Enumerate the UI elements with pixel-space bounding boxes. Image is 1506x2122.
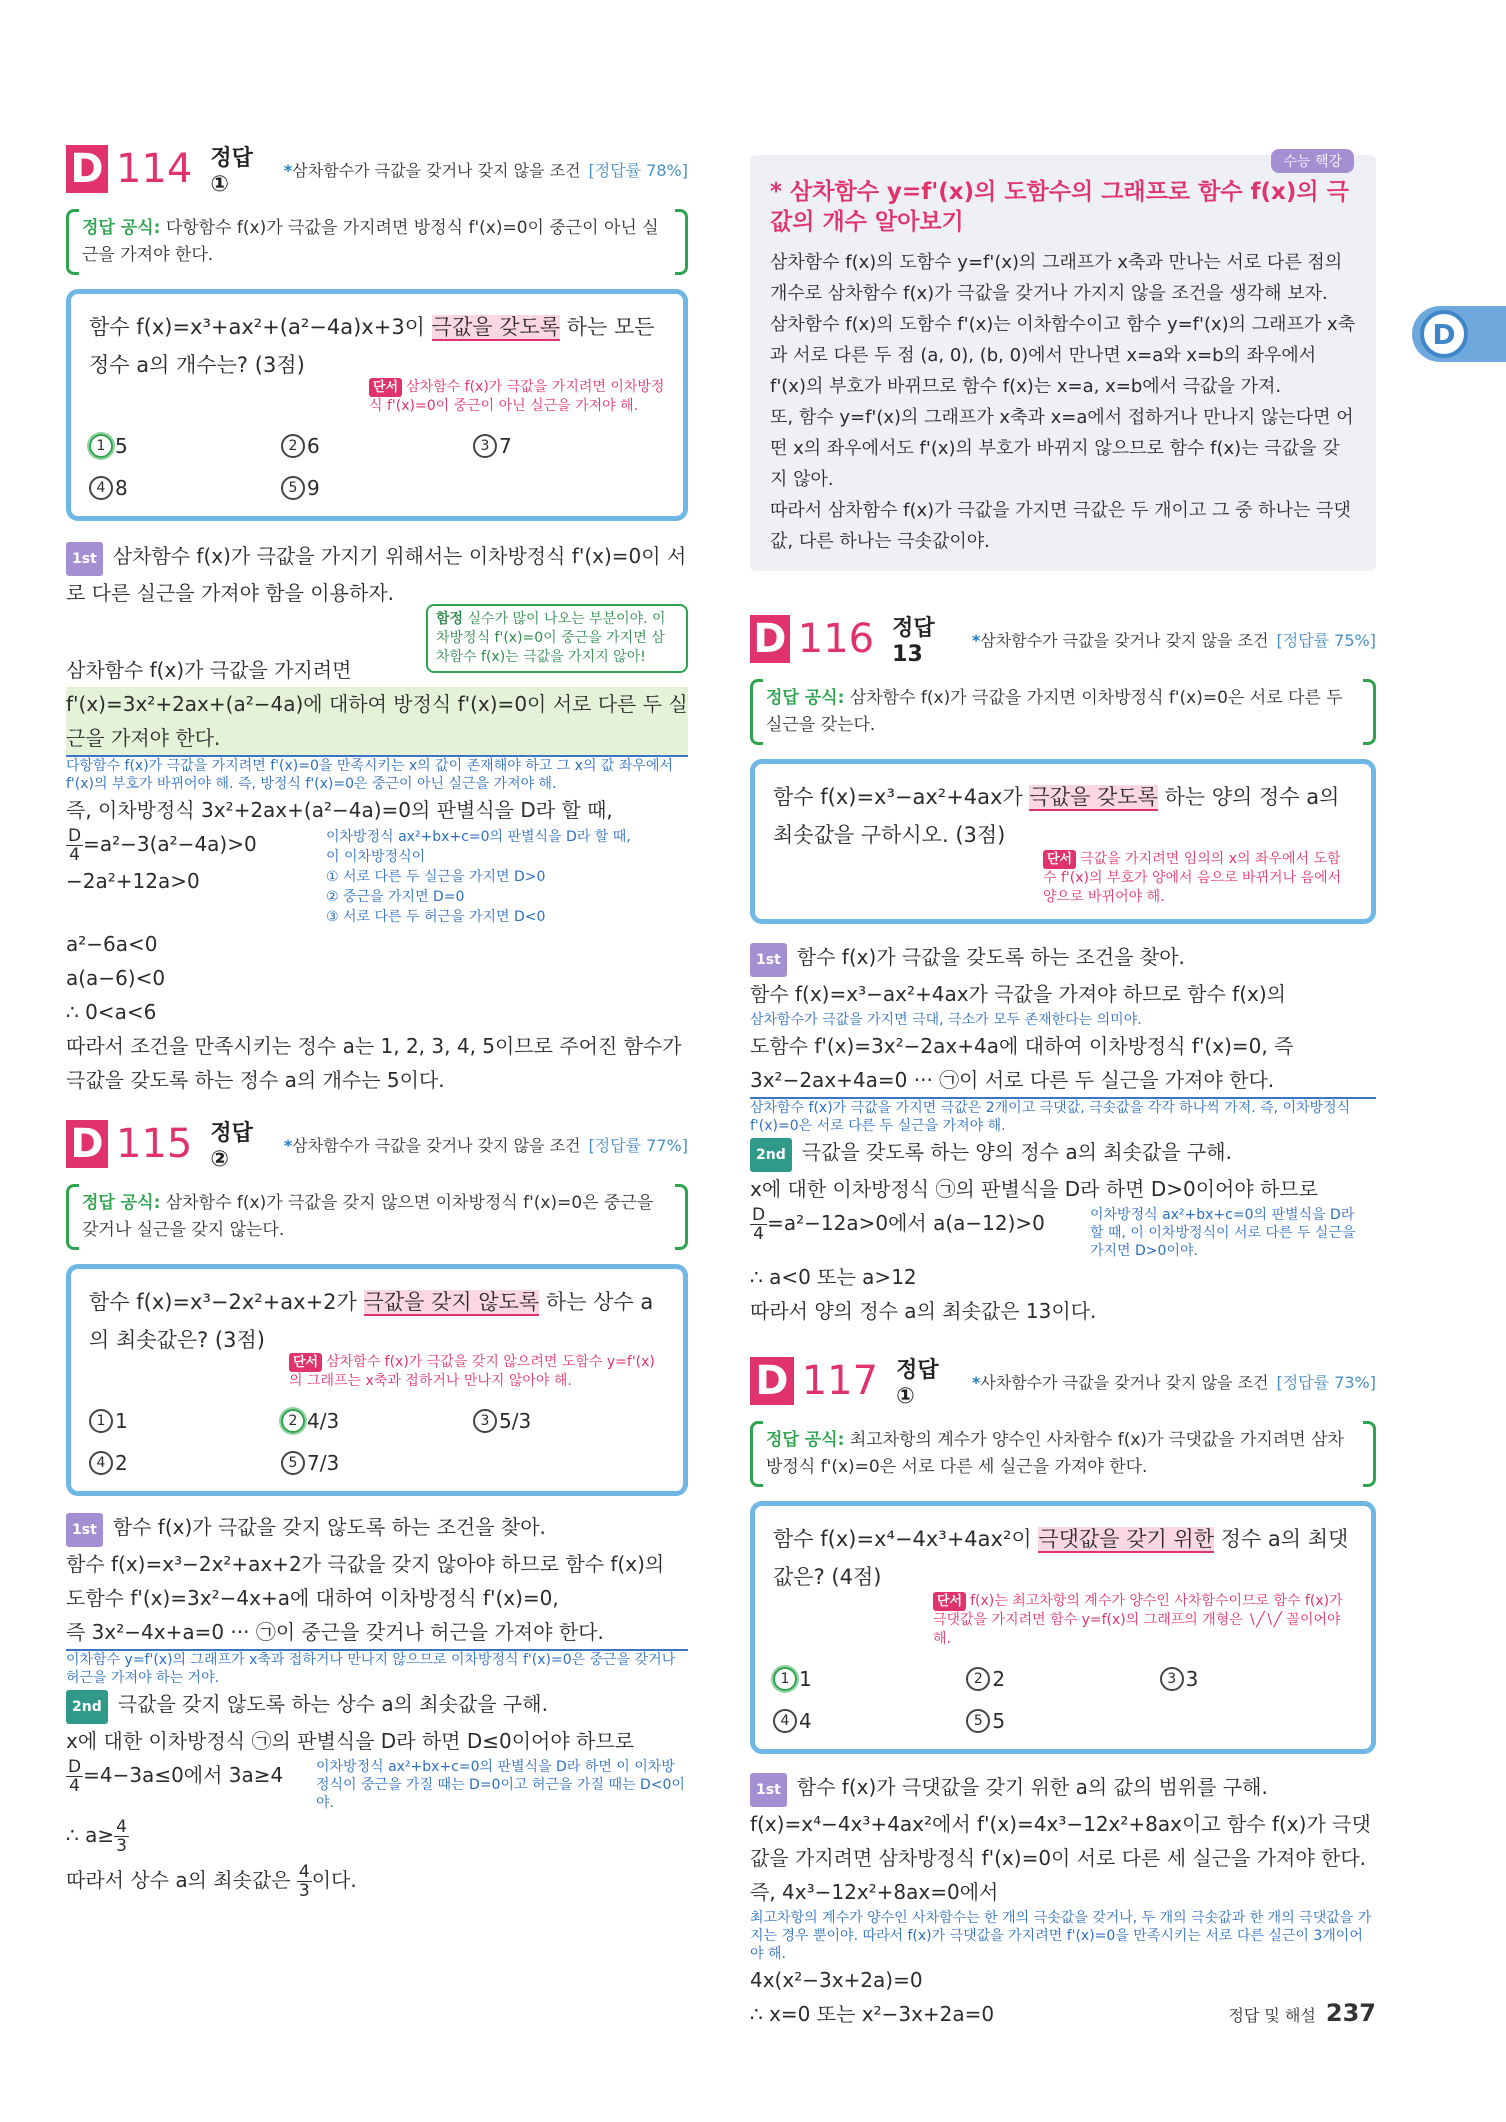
accuracy-rate: [정답률 73%]: [1276, 1372, 1376, 1392]
solution-line: ∴ a<0 또는 a>12: [750, 1265, 917, 1289]
sidebar-body: 삼차함수 f(x)의 도함수 y=f'(x)의 그래프가 x축과 만나는 서로 다른 점의 개수로 삼차함수 f(x)가 극값을 갖거나 가지지 않을 조건을 생각해 보자. 삼차함수 f(x)의 도함수 f'(x)는 이차함수이고 함수 y=f'(x)의 그래프가 x축과 서로 다른 두 점 (a, 0), (b, 0)에서 만나면 x=a와 x=b의 좌우에서 f'(x)의 부호가 바뀌므로 함수 f(x)는 x=a, x=b에서 극값을 가져. 또, 함수 y=f'(x)의 그래프가 x축과 x=a에서 접하거나 만나지 않는다면 어떤 x의 좌우에서도 f'(x)의 부호가 바뀌지 않으므로 함수 f(x)는 극값을 갖지 않아. 따라서 삼차함수 f(x)가 극값을 가지면 극값은 두 개이고 그 중 하나는 극댓값, 다른 하나는 극솟값이야.: [770, 252, 1356, 552]
footer-label: 정답 및 해설: [1228, 2006, 1316, 2025]
star-icon: *: [770, 179, 791, 205]
step-1: 1st 함수 f(x)가 극댓값을 갖기 위한 a의 값의 범위를 구해.: [750, 1770, 1376, 1807]
step-2: 2nd 극값을 갖도록 하는 양의 정수 a의 최솟값을 구해.: [750, 1135, 1376, 1172]
question-text: 함수 f(x)=x³−2x²+ax+2가 극값을 갖지 않도록 하는 상수 a의 최솟값은? (3점): [89, 1290, 654, 1352]
choice-1[interactable]: 1 5: [89, 430, 281, 462]
answer-label: 정답 ②: [210, 1121, 253, 1172]
question-box: [66, 1264, 688, 1496]
solution-line: 도함수 f'(x)=3x²−2ax+4a에 대하여 이차방정식 f'(x)=0, 즉: [750, 1034, 1294, 1058]
topic-label: *사차함수가 극값을 갖거나 갖지 않을 조건: [971, 1372, 1269, 1392]
problem-number: 116: [797, 616, 875, 662]
conclusion: 따라서 조건을 만족시키는 정수 a는 1, 2, 3, 4, 5이므로 주어진 함수가 극값을 갖도록 하는 정수 a의 개수는 5이다.: [66, 1034, 682, 1092]
discriminant-note: 이차방정식 ax²+bx+c=0의 판별식을 D라 하면 이 이차방정식이 중근을 가질 때는 D=0이고 허근을 가질 때는 D<0이야.: [316, 1759, 685, 1811]
choice-1[interactable]: 1 1: [89, 1405, 281, 1437]
solution-line: ∴ a≥ $\frac{4}{3}$: [66, 1817, 127, 1856]
solution-line: $\frac{D}{4}$ =4−3a≤0에서 3a≥4: [68, 1757, 284, 1796]
choice-1[interactable]: 1 1: [773, 1663, 966, 1695]
star-icon: *: [971, 1372, 981, 1392]
page-number: 237: [1325, 1999, 1376, 2027]
problem-number: 114: [116, 146, 193, 192]
problem-header: [750, 1357, 1376, 1409]
problem-114: [66, 145, 688, 1097]
answer-formula: 정답 공식: 다항함수 f(x)가 극값을 가지려면 방정식 f'(x)=0이 중근이 아닌 실근을 가져야 한다.: [66, 209, 688, 275]
explanation-note: 삼차함수가 극값을 가지면 극대, 극소가 모두 존재한다는 의미야.: [750, 1012, 1142, 1028]
answer-formula: 정답 공식: 삼차함수 f(x)가 극값을 갖지 않으면 이차방정식 f'(x)=0은 중근을 갖거나 실근을 갖지 않는다.: [66, 1184, 688, 1250]
choice-4[interactable]: 4 8: [89, 472, 281, 504]
problem-117: [750, 1357, 1376, 2031]
choice-list: [773, 1663, 1353, 1737]
explanation-note: 최고차항의 계수가 양수인 사차함수는 한 개의 극솟값을 갖거나, 두 개의 극솟값과 한 개의 극댓값을 가지는 경우 뿐이야. 따라서 f(x)가 극댓값을 가지려면 f'(x)=0을 만족시키는 서로 다른 실근이 3개이어야 해.: [750, 1910, 1372, 1962]
choice-2[interactable]: 2 4/3: [281, 1405, 473, 1437]
choice-3[interactable]: 3 3: [1160, 1663, 1353, 1695]
discriminant-note: 이차방정식 ax²+bx+c=0의 판별식을 D라 할 때, 이 이차방정식이 ① 서로 다른 두 실근을 가지면 D>0 ② 중근을 가지면 D=0 ③ 서로 다른 두 허근을 가지면 D<0: [326, 829, 631, 925]
solution-line: −2a²+12a>0: [66, 869, 200, 893]
solution-line: ∴ x=0 또는 x²−3x+2a=0: [750, 2002, 995, 2026]
explanation-note: 이차함수 y=f'(x)의 그래프가 x축과 접하거나 만나지 않으므로 이차방정식 f'(x)=0은 중근을 갖거나 허근을 가져야 하는 거야.: [66, 1652, 676, 1686]
topic-label: *삼차함수가 극값을 갖거나 갖지 않을 조건: [971, 630, 1269, 650]
solution-line: $\frac{D}{4}$ =a²−3(a²−4a)>0: [68, 826, 257, 865]
conclusion: 따라서 양의 정수 a의 최솟값은 13이다.: [750, 1299, 1097, 1323]
answer-label: 정답 ①: [896, 1358, 939, 1409]
choice-5[interactable]: 5 5: [966, 1705, 1159, 1737]
discriminant-note: 이차방정식 ax²+bx+c=0의 판별식을 D라 할 때, 이 이차방정식이 서로 다른 두 실근을 가지면 D>0이야.: [1090, 1207, 1356, 1259]
solution-line: x에 대한 이차방정식 ㉠의 판별식을 D라 하면 D>0이어야 하므로: [750, 1177, 1319, 1201]
section-letter: D: [66, 1120, 108, 1168]
question-box: [66, 289, 688, 521]
answer-label: 정답 ①: [210, 146, 253, 197]
discriminant-block: [66, 1758, 688, 1812]
step-1: 1st 함수 f(x)가 극값을 갖지 않도록 하는 조건을 찾아.: [66, 1510, 688, 1547]
clue-hint: 단서 삼차함수 f(x)가 극값을 갖지 않으려면 도함수 y=f'(x)의 그래프는 x축과 접하거나 만나지 않아야 해.: [289, 1354, 655, 1389]
chapter-tab-letter: D: [1420, 310, 1468, 358]
trap-note: 함정 실수가 많이 나오는 부분이야. 이차방정식 f'(x)=0이 중근을 가지면 삼차함수 f(x)는 극값을 가지지 않아!: [426, 604, 688, 673]
solution-line: $\frac{D}{4}$ =a²−12a>0에서 a(a−12)>0: [752, 1205, 1045, 1244]
explanation-note: 삼차함수 f(x)가 극값을 가지면 극값은 2개이고 극댓값, 극솟값을 각각 하나씩 가져. 즉, 이차방정식 f'(x)=0은 서로 다른 두 실근을 가져야 해.: [750, 1100, 1351, 1134]
choice-5[interactable]: 5 7/3: [281, 1447, 473, 1479]
solution-line: 3x²−2ax+4a=0 ··· ㉠이 서로 다른 두 실근을 가져야 한다.: [750, 1063, 1376, 1099]
step-1: 1st 함수 f(x)가 극값을 갖도록 하는 조건을 찾아.: [750, 940, 1376, 977]
step-1: 1st 삼차함수 f(x)가 극값을 가지기 위해서는 이차방정식 f'(x)=0이 서로 다른 실근을 가져야 함을 이용하자.: [66, 544, 687, 605]
solution-line: ∴ 0<a<6: [66, 1000, 157, 1024]
clue-hint: 단서 f(x)는 최고차항의 계수가 양수인 사차함수이므로 함수 f(x)가 극댓값을 가지려면 함수 y=f(x)의 그래프의 개형은 ∖╱∖╱ 꼴이어야 해.: [933, 1593, 1343, 1647]
section-letter: D: [750, 1357, 794, 1405]
answer-formula: 정답 공식: 삼차함수 f(x)가 극값을 가지면 이차방정식 f'(x)=0은 서로 다른 두 실근을 갖는다.: [750, 679, 1376, 745]
conclusion: 따라서 상수 a의 최솟값은 $\frac{4}{3}$ 이다.: [66, 1862, 357, 1901]
problem-header: [66, 145, 688, 197]
accuracy-rate: [정답률 75%]: [1276, 630, 1376, 650]
sidebar-badge: 수능 핵강: [1271, 149, 1354, 173]
choice-list: [89, 1405, 665, 1479]
choice-3[interactable]: 3 7: [473, 430, 665, 462]
solution-line: 즉 3x²−4x+a=0 ··· ㉠이 중근을 갖거나 허근을 가져야 한다.: [66, 1615, 688, 1651]
solution-line: f(x)=x⁴−4x³+4ax²에서 f'(x)=4x³−12x²+8ax이고 함수 f(x)가 극댓값을 가지려면 삼차방정식 f'(x)=0이 서로 다른 세 실근을 가져야 한다. 즉, 4x³−12x²+8ax=0에서: [750, 1812, 1371, 1904]
solution-line: x에 대한 이차방정식 ㉠의 판별식을 D라 하면 D≤0이어야 하므로: [66, 1729, 635, 1753]
answer-label: 정답 13: [892, 616, 935, 667]
step-2: 2nd 극값을 갖지 않도록 하는 상수 a의 최솟값을 구해.: [66, 1687, 688, 1724]
choice-2[interactable]: 2 6: [281, 430, 473, 462]
problem-115: [66, 1120, 688, 1900]
problem-header: [750, 615, 1376, 667]
chapter-tab[interactable]: [1412, 306, 1506, 362]
tip-sidebar: [750, 155, 1376, 571]
discriminant-block: [66, 827, 688, 927]
choice-2[interactable]: 2 2: [966, 1663, 1159, 1695]
choice-list: [89, 430, 665, 504]
question-text: 함수 f(x)=x⁴−4x³+4ax²이 극댓값을 갖기 위한 정수 a의 최댓값은? (4점): [773, 1527, 1349, 1589]
star-icon: *: [283, 160, 293, 180]
clue-hint: 단서 극값을 가지려면 임의의 x의 좌우에서 도함수 f'(x)의 부호가 양에서 음으로 바뀌거나 음에서 양으로 바뀌어야 해.: [1043, 851, 1342, 905]
question-box: [750, 759, 1376, 924]
solution-line: a(a−6)<0: [66, 966, 166, 990]
solution-line: 즉, 이차방정식 3x²+2ax+(a²−4a)=0의 판별식을 D라 할 때,: [66, 798, 613, 822]
choice-3[interactable]: 3 5/3: [473, 1405, 665, 1437]
problem-header: [66, 1120, 688, 1172]
discriminant-block: [750, 1206, 1376, 1260]
choice-4[interactable]: 4 2: [89, 1447, 281, 1479]
solution-line: 4x(x²−3x+2a)=0: [750, 1968, 923, 1992]
question-text: 함수 f(x)=x³−ax²+4ax가 극값을 갖도록 하는 양의 정수 a의 최솟값을 구하시오. (3점): [773, 785, 1340, 847]
choice-4[interactable]: 4 4: [773, 1705, 966, 1737]
clue-hint: 단서 삼차함수 f(x)가 극값을 가지려면 이차방정식 f'(x)=0이 중근이 아닌 실근을 가져야 해.: [369, 379, 665, 414]
section-letter: D: [750, 615, 790, 663]
problem-number: 117: [801, 1358, 879, 1404]
solution-line: f'(x)=3x²+2ax+(a²−4a)에 대하여 방정식 f'(x)=0이 서로 다른 두 실근을 가져야 한다.: [66, 687, 688, 757]
accuracy-rate: [정답률 77%]: [588, 1135, 688, 1155]
solution-line: 함수 f(x)=x³−2x²+ax+2가 극값을 갖지 않아야 하므로 함수 f(x)의 도함수 f'(x)=3x²−4x+a에 대하여 이차방정식 f'(x)=0,: [66, 1552, 665, 1610]
explanation-note: 다항함수 f(x)가 극값을 가지려면 f'(x)=0을 만족시키는 x의 값이 존재해야 하고 그 x의 값 좌우에서 f'(x)의 부호가 바뀌어야 해. 즉, 방정식 f'(x)=0은 중근이 아닌 실근을 가져야 해.: [66, 758, 673, 792]
topic-label: *삼차함수가 극값을 갖거나 갖지 않을 조건: [283, 1135, 581, 1155]
star-icon: *: [971, 630, 981, 650]
question-text: 함수 f(x)=x³+ax²+(a²−4a)x+3이 극값을 갖도록 하는 모든 정수 a의 개수는? (3점): [89, 315, 655, 377]
sidebar-title: * 삼차함수 y=f'(x)의 도함수의 그래프로 함수 f(x)의 극값의 개수 알아보기: [770, 179, 1349, 235]
problem-116: [750, 615, 1376, 1328]
solution-line: 함수 f(x)=x³−ax²+4ax가 극값을 가져야 하므로 함수 f(x)의: [750, 982, 1286, 1006]
accuracy-rate: [정답률 78%]: [588, 160, 688, 180]
choice-5[interactable]: 5 9: [281, 472, 473, 504]
problem-number: 115: [116, 1121, 193, 1167]
solution-line: 삼차함수 f(x)가 극값을 가지려면: [66, 658, 352, 682]
section-letter: D: [66, 145, 108, 193]
solution-line: a²−6a<0: [66, 932, 158, 956]
page-footer: [1228, 1999, 1376, 2027]
star-icon: *: [283, 1135, 293, 1155]
topic-label: *삼차함수가 극값을 갖거나 갖지 않을 조건: [283, 160, 581, 180]
answer-formula: 정답 공식: 최고차항의 계수가 양수인 사차함수 f(x)가 극댓값을 가지려면 삼차방정식 f'(x)=0은 서로 다른 세 실근을 가져야 한다.: [750, 1421, 1376, 1487]
question-box: [750, 1501, 1376, 1754]
